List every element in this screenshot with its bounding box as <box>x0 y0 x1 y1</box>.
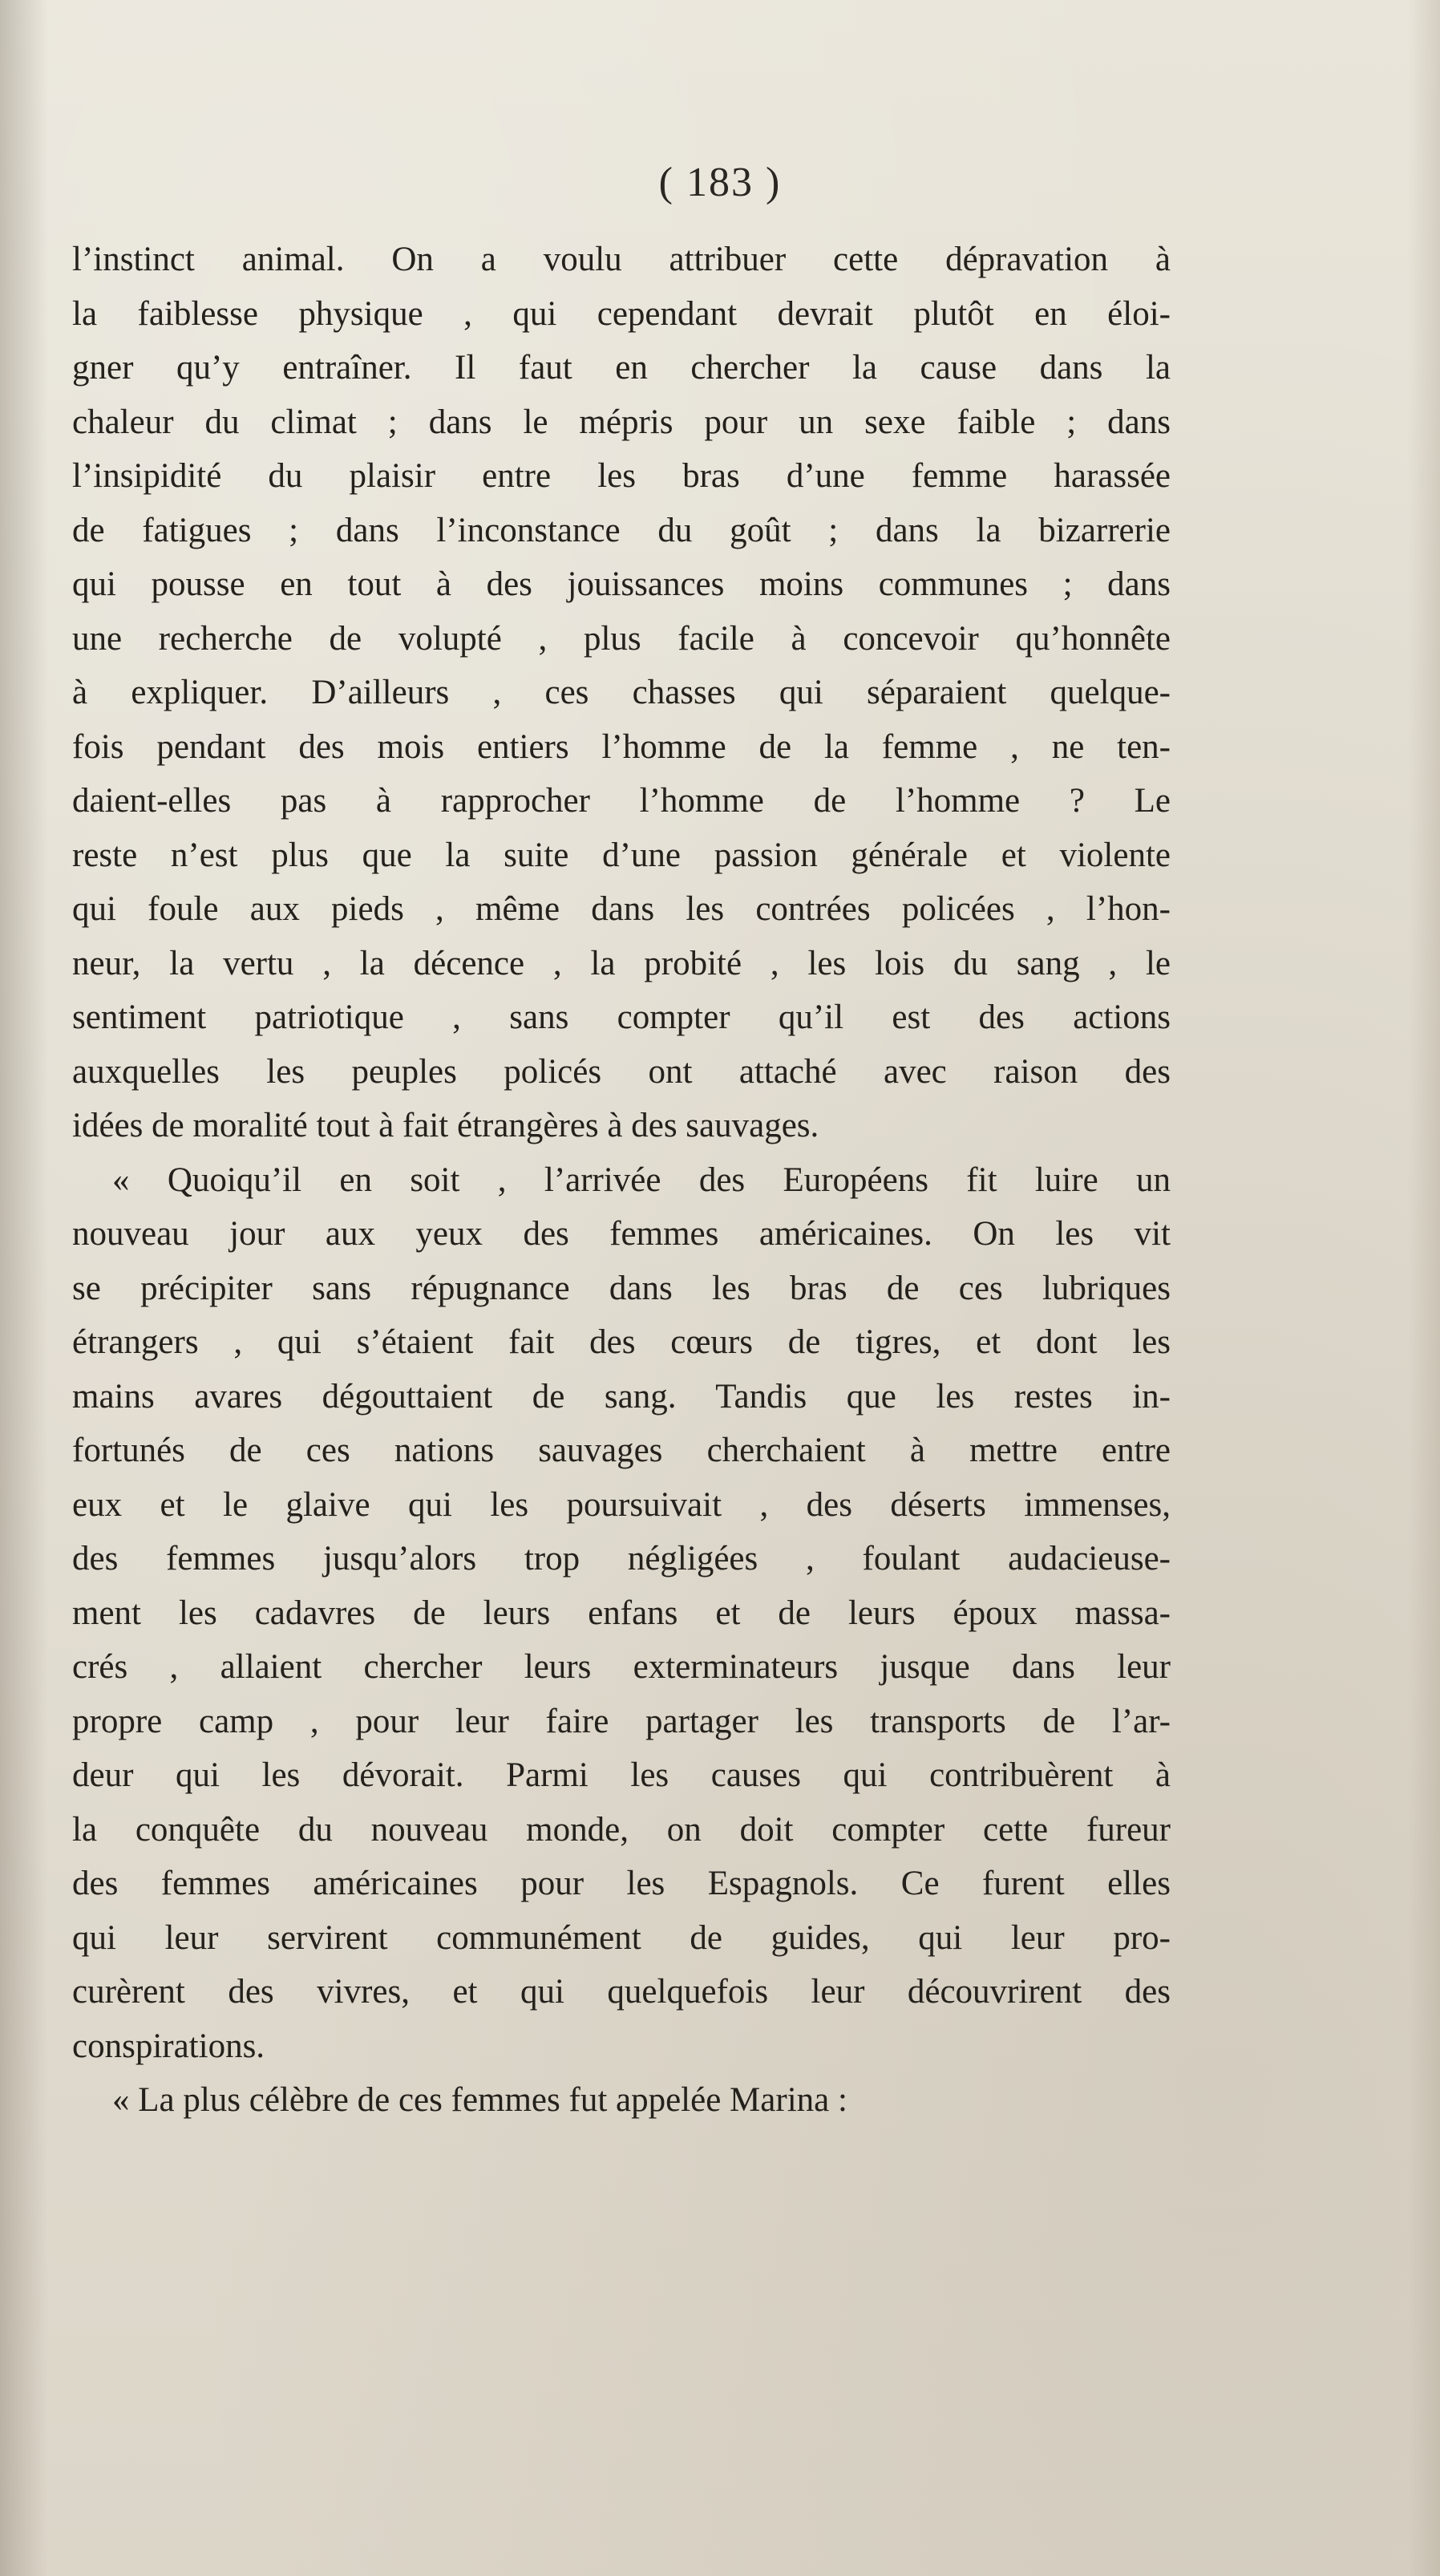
text-line: qui leur servirent communément de guides, qui leur pro- <box>72 1918 1171 1957</box>
text-line: « Quoiqu’il en soit , l’arrivée des Européens fit luire un <box>112 1160 1171 1199</box>
text-line: se précipiter sans répugnance dans les bras de ces lubriques <box>72 1269 1171 1307</box>
text-line: la faiblesse physique , qui cependant devrait plutôt en éloi- <box>72 294 1171 333</box>
text-line: reste n’est plus que la suite d’une passion générale et violente <box>72 836 1171 874</box>
text-line: l’insipidité du plaisir entre les bras d’une femme harassée <box>72 457 1171 495</box>
text-line: daient-elles pas à rapprocher l’homme de l’homme ? Le <box>72 782 1171 820</box>
text-line: gner qu’y entraîner. Il faut en chercher la cause dans la <box>72 349 1171 387</box>
text-line: nouveau jour aux yeux des femmes américaines. On les vit <box>72 1215 1171 1253</box>
text-line: fois pendant des mois entiers l’homme de la femme , ne ten- <box>72 727 1171 766</box>
text-line: la conquête du nouveau monde, on doit compter cette fureur <box>72 1810 1171 1849</box>
text-line: une recherche de volupté , plus facile à concevoir qu’honnête <box>72 619 1171 658</box>
text-line: chaleur du climat ; dans le mépris pour un sexe faible ; dans <box>72 403 1171 441</box>
text-line: l’instinct animal. On a voulu attribuer cette dépravation à <box>72 241 1171 278</box>
text-line: fortunés de ces nations sauvages cherchaient à mettre entre <box>72 1432 1171 1469</box>
text-line: crés , allaient chercher leurs exterminateurs jusque dans leur <box>72 1648 1171 1686</box>
page-number-header: ( 183 ) <box>658 160 782 205</box>
text-line: « La plus célèbre de ces femmes fut appelée Marina : <box>112 2081 847 2119</box>
text-line: propre camp , pour leur faire partager les transports de l’ar- <box>72 1702 1171 1740</box>
text-line: idées de moralité tout à fait étrangères à des sauvages. <box>72 1107 819 1144</box>
text-line: curèrent des vivres, et qui quelquefois leur découvrirent des <box>72 1973 1171 2011</box>
text-line: neur, la vertu , la décence , la probité , les lois du sang , le <box>72 944 1171 982</box>
text-line: qui pousse en tout à des jouissances moins communes ; dans <box>72 565 1171 603</box>
text-line: des femmes américaines pour les Espagnols. Ce furent elles <box>72 1865 1171 1902</box>
text-line: étrangers , qui s’étaient fait des cœurs de tigres, et dont les <box>72 1323 1171 1361</box>
text-line: auxquelles les peuples policés ont attaché avec raison des <box>72 1052 1171 1091</box>
text-line: mains avares dégouttaient de sang. Tandis que les restes in- <box>72 1377 1171 1416</box>
text-line: eux et le glaive qui les poursuivait , des déserts immenses, <box>72 1485 1171 1524</box>
text-line: des femmes jusqu’alors trop négligées , foulant audacieuse- <box>72 1540 1171 1578</box>
text-line: deur qui les dévorait. Parmi les causes qui contribuèrent à <box>72 1756 1171 1794</box>
text-line: de fatigues ; dans l’inconstance du goût ; dans la bizarrerie <box>72 511 1171 549</box>
text-line: qui foule aux pieds , même dans les contrées policées , l’hon- <box>72 890 1171 928</box>
text-line: à expliquer. D’ailleurs , ces chasses qui séparaient quelque- <box>72 674 1171 711</box>
body-text <box>72 233 1171 2128</box>
text-line: ment les cadavres de leurs enfans et de leurs époux massa- <box>72 1594 1171 1632</box>
text-line: sentiment patriotique , sans compter qu’il est des actions <box>72 998 1171 1036</box>
text-line: conspirations. <box>72 2027 265 2065</box>
